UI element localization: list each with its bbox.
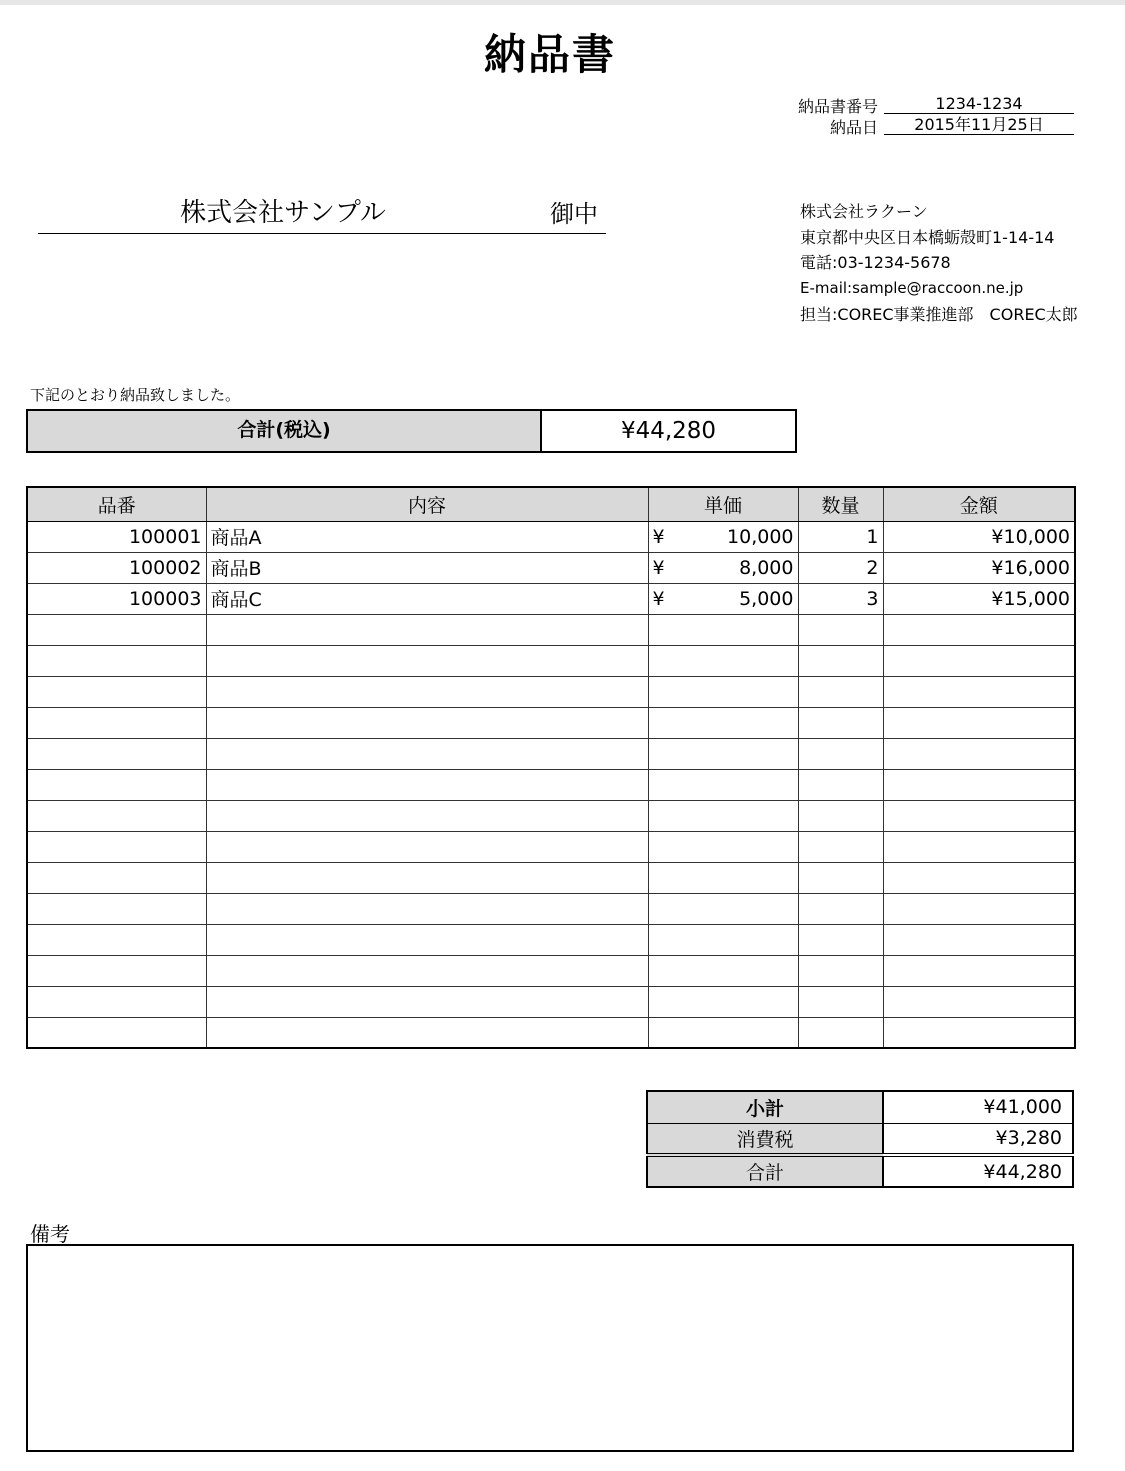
item-unit-price[interactable]	[648, 707, 798, 738]
delivery-number-label: 納品書番号	[797, 97, 878, 116]
item-amount[interactable]: ¥10,000	[883, 521, 1075, 552]
item-amount[interactable]	[883, 955, 1075, 986]
item-code[interactable]	[27, 955, 206, 986]
item-code[interactable]	[27, 831, 206, 862]
header-quantity: 数量	[798, 487, 883, 521]
item-name[interactable]	[206, 738, 648, 769]
item-unit-price[interactable]	[648, 986, 798, 1017]
currency-symbol: ¥	[652, 587, 665, 610]
document-title: 納品書	[483, 30, 616, 79]
item-unit-price[interactable]	[648, 862, 798, 893]
item-name[interactable]	[206, 986, 648, 1017]
item-name[interactable]	[206, 955, 648, 986]
table-row-empty	[27, 769, 1075, 800]
item-quantity[interactable]: 2	[798, 552, 883, 583]
item-unit-price[interactable]	[648, 645, 798, 676]
item-quantity[interactable]: 1	[798, 521, 883, 552]
item-quantity[interactable]	[798, 676, 883, 707]
remarks-label: 備考	[30, 1222, 70, 1246]
delivery-number-row	[760, 94, 1080, 115]
unit-price-value: 8,000	[739, 556, 794, 579]
item-quantity[interactable]	[798, 769, 883, 800]
summary-table	[646, 1090, 1074, 1188]
item-name[interactable]	[206, 924, 648, 955]
table-row-empty	[27, 645, 1075, 676]
table-row-empty	[27, 676, 1075, 707]
item-amount[interactable]	[883, 862, 1075, 893]
item-amount[interactable]	[883, 893, 1075, 924]
item-unit-price[interactable]	[648, 924, 798, 955]
item-code[interactable]	[27, 614, 206, 645]
item-code[interactable]: 100003	[27, 583, 206, 614]
items-table	[26, 486, 1076, 1049]
header-unit-price: 単価	[648, 487, 798, 521]
sender-block	[800, 199, 1078, 328]
intro-text: 下記のとおり納品致しました。	[30, 386, 241, 404]
item-quantity[interactable]	[798, 924, 883, 955]
item-amount[interactable]	[883, 645, 1075, 676]
sender-company: 株式会社ラクーン	[800, 202, 928, 221]
item-unit-price[interactable]	[648, 1017, 798, 1048]
item-name[interactable]	[206, 1017, 648, 1048]
item-amount[interactable]	[883, 707, 1075, 738]
header-code: 品番	[27, 487, 206, 521]
table-row-empty	[27, 831, 1075, 862]
item-quantity[interactable]	[798, 831, 883, 862]
item-unit-price[interactable]	[648, 955, 798, 986]
item-quantity[interactable]	[798, 645, 883, 676]
grand-total-label: 合計(税込)	[28, 411, 542, 451]
document-meta	[760, 94, 1080, 136]
grand-total-value[interactable]: ¥44,280	[620, 418, 717, 444]
item-amount[interactable]	[883, 614, 1075, 645]
item-name[interactable]	[206, 614, 648, 645]
table-row-empty	[27, 893, 1075, 924]
item-amount[interactable]	[883, 831, 1075, 862]
table-row-empty	[27, 614, 1075, 645]
total-row	[647, 1155, 1073, 1187]
item-code[interactable]	[27, 862, 206, 893]
table-row-empty	[27, 738, 1075, 769]
table-row-empty	[27, 1017, 1075, 1048]
table-row-empty	[27, 862, 1075, 893]
client-block	[38, 190, 606, 234]
item-amount[interactable]	[883, 924, 1075, 955]
item-quantity[interactable]	[798, 893, 883, 924]
total-value[interactable]: ¥44,280	[883, 1155, 1073, 1187]
delivery-number-value[interactable]: 1234-1234	[884, 94, 1074, 114]
header-amount: 金額	[883, 487, 1075, 521]
item-name[interactable]	[206, 676, 648, 707]
client-honorific: 御中	[550, 200, 598, 228]
table-row-empty	[27, 955, 1075, 986]
item-quantity[interactable]	[798, 862, 883, 893]
tax-label: 消費税	[647, 1123, 883, 1155]
item-code[interactable]	[27, 924, 206, 955]
sender-address: 東京都中央区日本橋蛎殻町1-14-14	[800, 227, 1055, 247]
item-quantity[interactable]	[798, 955, 883, 986]
item-amount[interactable]: ¥16,000	[883, 552, 1075, 583]
header-description: 内容	[206, 487, 648, 521]
item-quantity[interactable]	[798, 1017, 883, 1048]
item-amount[interactable]: ¥15,000	[883, 583, 1075, 614]
remarks-field[interactable]	[26, 1244, 1074, 1452]
item-name[interactable]: 商品A	[206, 521, 648, 552]
items-header-row	[27, 487, 1075, 521]
item-amount[interactable]	[883, 769, 1075, 800]
item-amount[interactable]	[883, 1017, 1075, 1048]
item-name[interactable]: 商品C	[206, 583, 648, 614]
item-amount[interactable]	[883, 800, 1075, 831]
table-row-empty	[27, 707, 1075, 738]
sender-email: E-mail:sample@raccoon.ne.jp	[800, 279, 1024, 298]
item-unit-price[interactable]	[648, 800, 798, 831]
subtotal-row	[647, 1091, 1073, 1123]
unit-price-value: 10,000	[727, 525, 794, 548]
currency-symbol: ¥	[652, 525, 665, 548]
delivery-date-row	[760, 115, 1080, 136]
item-code[interactable]	[27, 800, 206, 831]
item-code[interactable]: 100001	[27, 521, 206, 552]
item-unit-price[interactable]	[648, 831, 798, 862]
item-unit-price[interactable]	[648, 552, 798, 583]
total-label: 合計	[647, 1155, 883, 1187]
item-unit-price[interactable]	[648, 521, 798, 552]
item-unit-price[interactable]	[648, 738, 798, 769]
item-unit-price[interactable]	[648, 676, 798, 707]
item-code[interactable]	[27, 645, 206, 676]
table-row-empty	[27, 924, 1075, 955]
currency-symbol: ¥	[652, 556, 665, 579]
item-code[interactable]	[27, 1017, 206, 1048]
item-quantity[interactable]: 3	[798, 583, 883, 614]
item-quantity[interactable]	[798, 614, 883, 645]
unit-price-value: 5,000	[739, 587, 794, 610]
item-code[interactable]	[27, 676, 206, 707]
table-row	[27, 583, 1075, 614]
item-code[interactable]	[27, 769, 206, 800]
item-amount[interactable]	[883, 738, 1075, 769]
top-band	[0, 0, 1125, 5]
item-quantity[interactable]	[798, 800, 883, 831]
sender-phone: 電話:03-1234-5678	[800, 253, 951, 273]
item-name[interactable]	[206, 862, 648, 893]
item-code[interactable]	[27, 738, 206, 769]
table-row-empty	[27, 800, 1075, 831]
table-row	[27, 521, 1075, 552]
item-name[interactable]	[206, 769, 648, 800]
item-code[interactable]	[27, 893, 206, 924]
item-name[interactable]	[206, 800, 648, 831]
tax-value[interactable]: ¥3,280	[883, 1123, 1073, 1155]
item-quantity[interactable]	[798, 707, 883, 738]
item-quantity[interactable]	[798, 738, 883, 769]
item-unit-price[interactable]	[648, 614, 798, 645]
item-unit-price[interactable]	[648, 769, 798, 800]
item-quantity[interactable]	[798, 986, 883, 1017]
table-row-empty	[27, 986, 1075, 1017]
item-code[interactable]	[27, 986, 206, 1017]
item-name[interactable]	[206, 707, 648, 738]
subtotal-value[interactable]: ¥41,000	[883, 1091, 1073, 1123]
item-name[interactable]: 商品B	[206, 552, 648, 583]
sender-contact: 担当:COREC事業推進部 COREC太郎	[800, 304, 1078, 324]
delivery-date-label: 納品日	[829, 118, 878, 137]
item-name[interactable]	[206, 893, 648, 924]
item-amount[interactable]	[883, 676, 1075, 707]
subtotal-label: 小計	[647, 1091, 883, 1123]
item-code[interactable]	[27, 707, 206, 738]
grand-total-box	[26, 409, 797, 453]
client-name[interactable]: 株式会社サンプル	[180, 198, 386, 228]
item-code[interactable]: 100002	[27, 552, 206, 583]
item-name[interactable]	[206, 645, 648, 676]
item-unit-price[interactable]	[648, 583, 798, 614]
delivery-date-value[interactable]: 2015年11月25日	[884, 115, 1074, 135]
item-unit-price[interactable]	[648, 893, 798, 924]
item-name[interactable]	[206, 831, 648, 862]
table-row	[27, 552, 1075, 583]
tax-row	[647, 1123, 1073, 1155]
item-amount[interactable]	[883, 986, 1075, 1017]
